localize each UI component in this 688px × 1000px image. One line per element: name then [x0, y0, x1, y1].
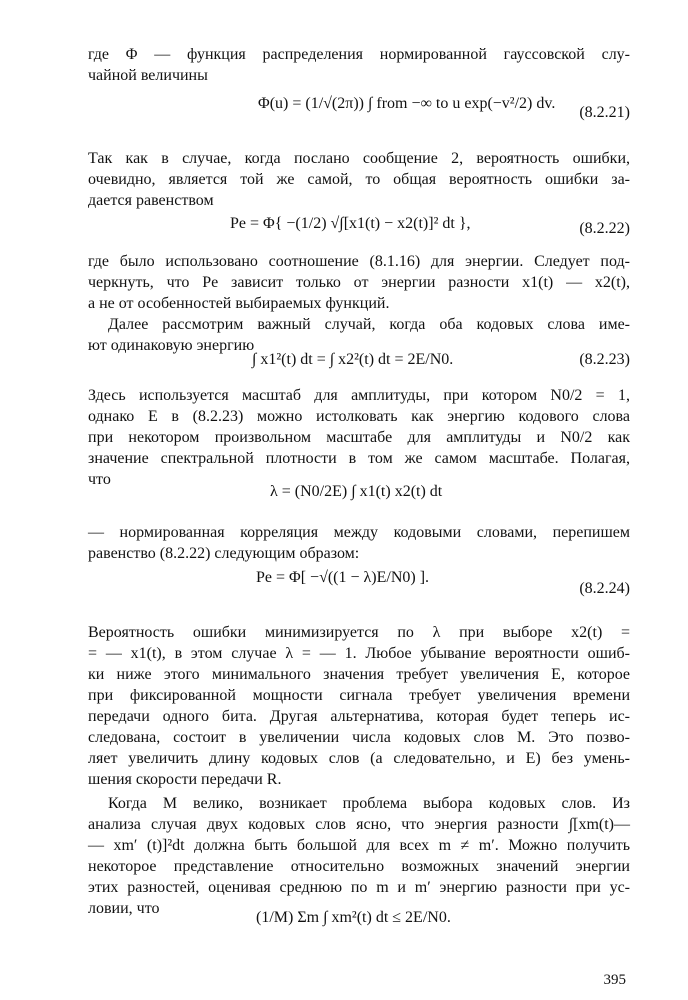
text-line: значение спектральной плотности в том же самом масштабе. Полагая, — [88, 450, 630, 467]
text-line: Далее рассмотрим важный случай, когда оба кодовых слова име- — [108, 316, 630, 333]
text-line: равенство (8.2.22) следующим образом: — [88, 545, 360, 562]
text-line: шения скорости передачи R. — [88, 771, 282, 788]
equation-number: (8.2.22) — [579, 220, 630, 237]
text-line: черкнуть, что Pe зависит только от энергии разности x1(t) — x2(t), — [88, 274, 630, 291]
text-line: ки ниже этого минимального значения требует увеличения E, которое — [88, 666, 630, 683]
text-line: ют одинаковую энергию — [88, 337, 255, 354]
equation-number: (8.2.21) — [579, 104, 630, 121]
equation-number: (8.2.24) — [579, 580, 630, 597]
text-line: этих разностей, оценивая среднюю по m и m′ энергию разности при ус- — [88, 879, 630, 896]
text-line: передачи одного бита. Другая альтернатива, которая будет теперь ис- — [88, 708, 630, 725]
text-line: а не от особенностей выбираемых функций. — [88, 295, 390, 312]
text-line: Вероятность ошибки минимизируется по λ при выборе x2(t) = — [88, 624, 630, 641]
text-line: Когда M велико, возникает проблема выбора кодовых слов. Из — [108, 795, 630, 812]
text-line: дается равенством — [88, 192, 214, 209]
equation-8-2-23: ∫ x1²(t) dt = ∫ x2²(t) dt = 2E/N0. — [252, 351, 454, 368]
text-line: ляет увеличить длину кодовых слов (а следовательно, и E) без умень- — [88, 750, 630, 767]
equation-8-2-22: Pe = Φ{ −(1/2) √∫[x1(t) − x2(t)]² dt }, — [230, 215, 471, 232]
text-line: — xm′ (t)]²dt должна быть большой для всех m ≠ m′. Можно получить — [88, 837, 630, 854]
equation-lambda: λ = (N0/2E) ∫ x1(t) x2(t) dt — [270, 483, 443, 500]
text-line: очевидно, является той же самой, то общая вероятность ошибки за- — [88, 171, 630, 188]
text-line: Так как в случае, когда послано сообщение 2, вероятность ошибки, — [88, 150, 630, 167]
equation-average-energy: (1/M) Σm ∫ xm²(t) dt ≤ 2E/N0. — [256, 909, 451, 926]
equation-number: (8.2.23) — [579, 351, 630, 368]
equation-8-2-24: Pe = Φ[ −√((1 − λ)E/N0) ]. — [256, 569, 430, 586]
text-line: где Φ — функция распределения нормированной гауссовской слу- — [88, 46, 630, 63]
text-line: что — [88, 471, 111, 488]
text-line: некоторое представление относительно возможных значений энергии — [88, 858, 630, 875]
equation-8-2-21: Φ(u) = (1/√(2π)) ∫ from −∞ to u exp(−v²/2) dv. — [258, 95, 556, 112]
text-line: чайной величины — [88, 67, 208, 84]
text-line: при некотором произвольном масштабе для амплитуды и N0/2 как — [88, 429, 630, 446]
text-line: — нормированная корреляция между кодовыми словами, перепишем — [88, 524, 630, 541]
text-line: при фиксированной мощности сигнала требует увеличения времени — [88, 687, 630, 704]
text-line: = — x1(t), в этом случае λ = — 1. Любое убывание вероятности ошиб- — [88, 645, 630, 662]
text-line: Здесь используется масштаб для амплитуды, при котором N0/2 = 1, — [88, 387, 630, 404]
text-line: следована, состоит в увеличении числа кодовых слов M. Это позво- — [88, 729, 630, 746]
text-line: где было использовано соотношение (8.1.16) для энергии. Следует под- — [88, 253, 630, 270]
text-line: ловии, что — [88, 900, 160, 917]
page-number: 395 — [603, 972, 626, 988]
text-line: однако E в (8.2.23) можно истолковать как энергию кодового слова — [88, 408, 630, 425]
text-line: анализа случая двух кодовых слов ясно, что энергия разности ∫[xm(t)— — [88, 816, 630, 833]
